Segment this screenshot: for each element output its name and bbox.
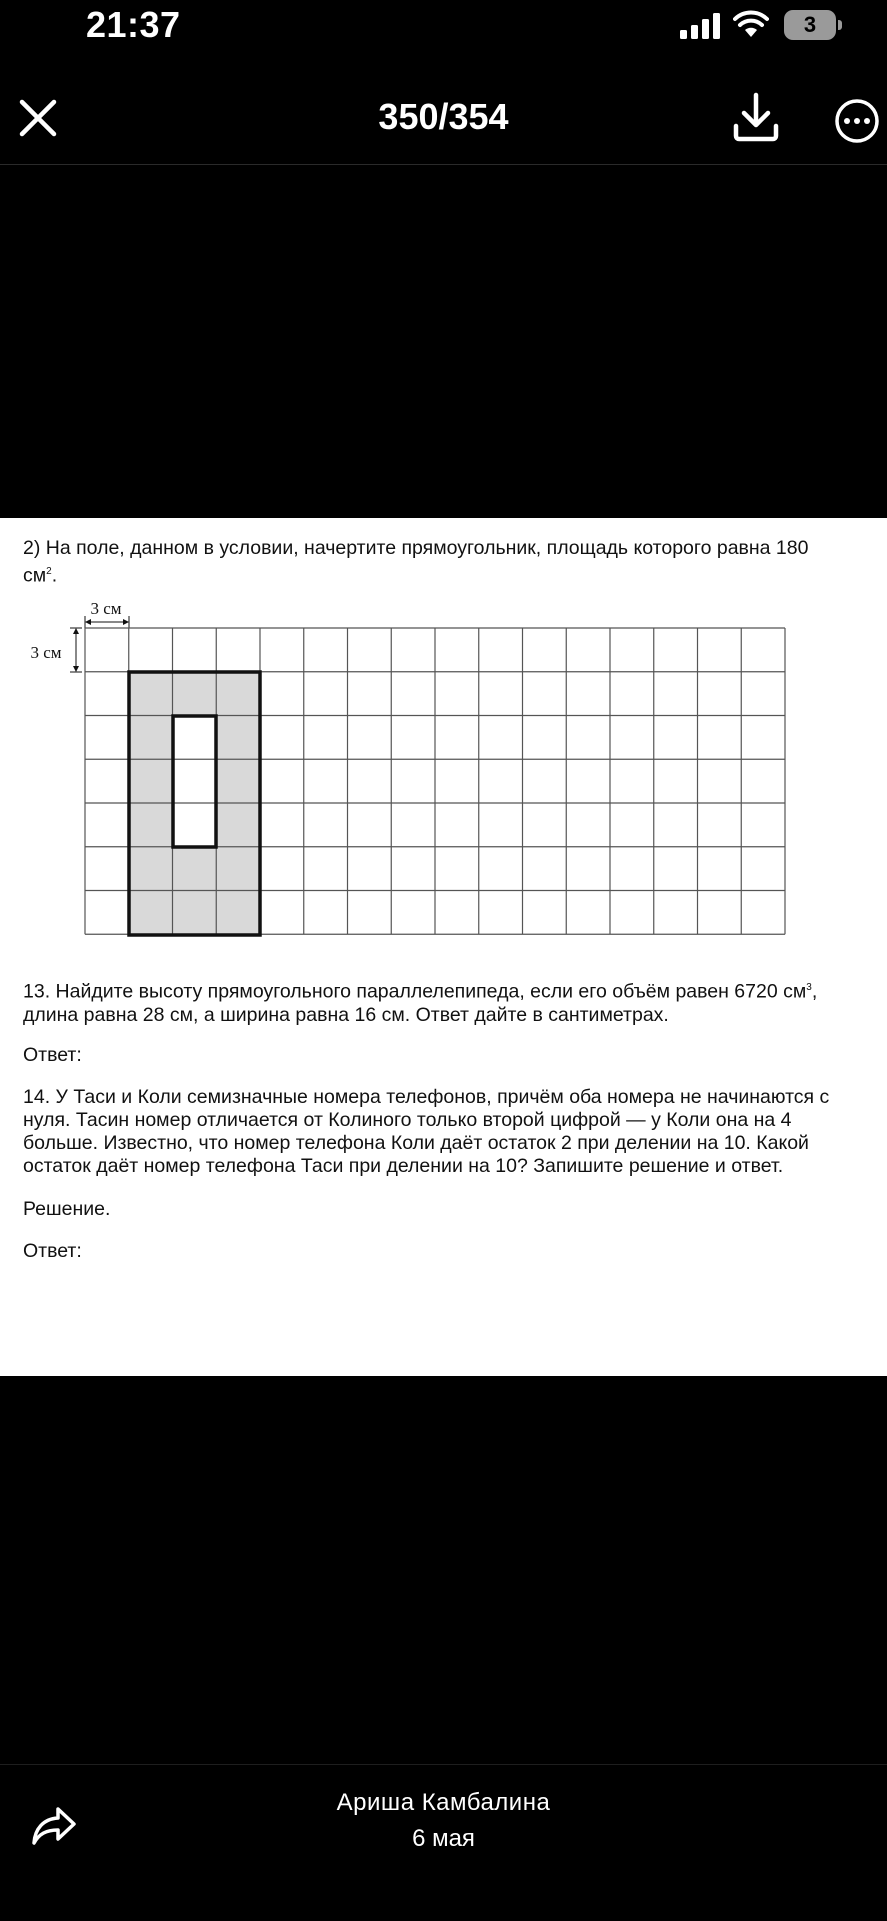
post-date: 6 мая [412, 1825, 475, 1852]
status-time: 21:37 [86, 4, 181, 45]
cellular-signal-icon [680, 13, 722, 39]
document-image [0, 518, 887, 1376]
grid-figure [18, 594, 790, 1034]
task-2-text: 2) На поле, данном в условии, начертите прямоугольник, площадь которого равна 180 $см^2$. [23, 537, 809, 587]
more-icon[interactable] [834, 98, 880, 144]
bottom-bar [0, 1764, 887, 1921]
status-bar [0, 0, 887, 52]
answer-label-2: Ответ: [23, 1240, 82, 1262]
answer-label: Ответ: [23, 1044, 82, 1066]
figure-hole [173, 716, 216, 847]
author-name: Ариша Камбалина [336, 1789, 551, 1816]
nav-divider [0, 164, 887, 165]
nav-bar [0, 60, 887, 164]
task-13-text: 13. Найдите высоту прямоугольного параллелепипеда, если его объём равен 6720 $см^3$, длина равна 28 см, а ширина равна 16 см. Ответ дайте в сантиметрах. [23, 980, 818, 1026]
download-icon[interactable] [732, 92, 780, 142]
battery-level: 3 [784, 10, 836, 40]
wifi-icon [733, 10, 769, 38]
battery-cap [838, 20, 842, 30]
battery-icon [784, 10, 842, 40]
task-14-text: 14. У Таси и Коли семизначные номера телефонов, причём оба номера не начинаются с нуля. Тасин номер отличается от Колиного только второй цифрой — у Коли она на 4 больше. Известно, что номер телефона Коли даёт остаток 2 при делении на 10. Какой остаток даёт номер телефона Таси при делении на 10? Запишите решение и ответ. [23, 1086, 830, 1177]
grid-label-left: 3 см [30, 643, 62, 662]
grid-label-top: 3 см [90, 599, 122, 618]
page-counter: 350/354 [378, 96, 509, 137]
solution-label: Решение. [23, 1198, 111, 1220]
